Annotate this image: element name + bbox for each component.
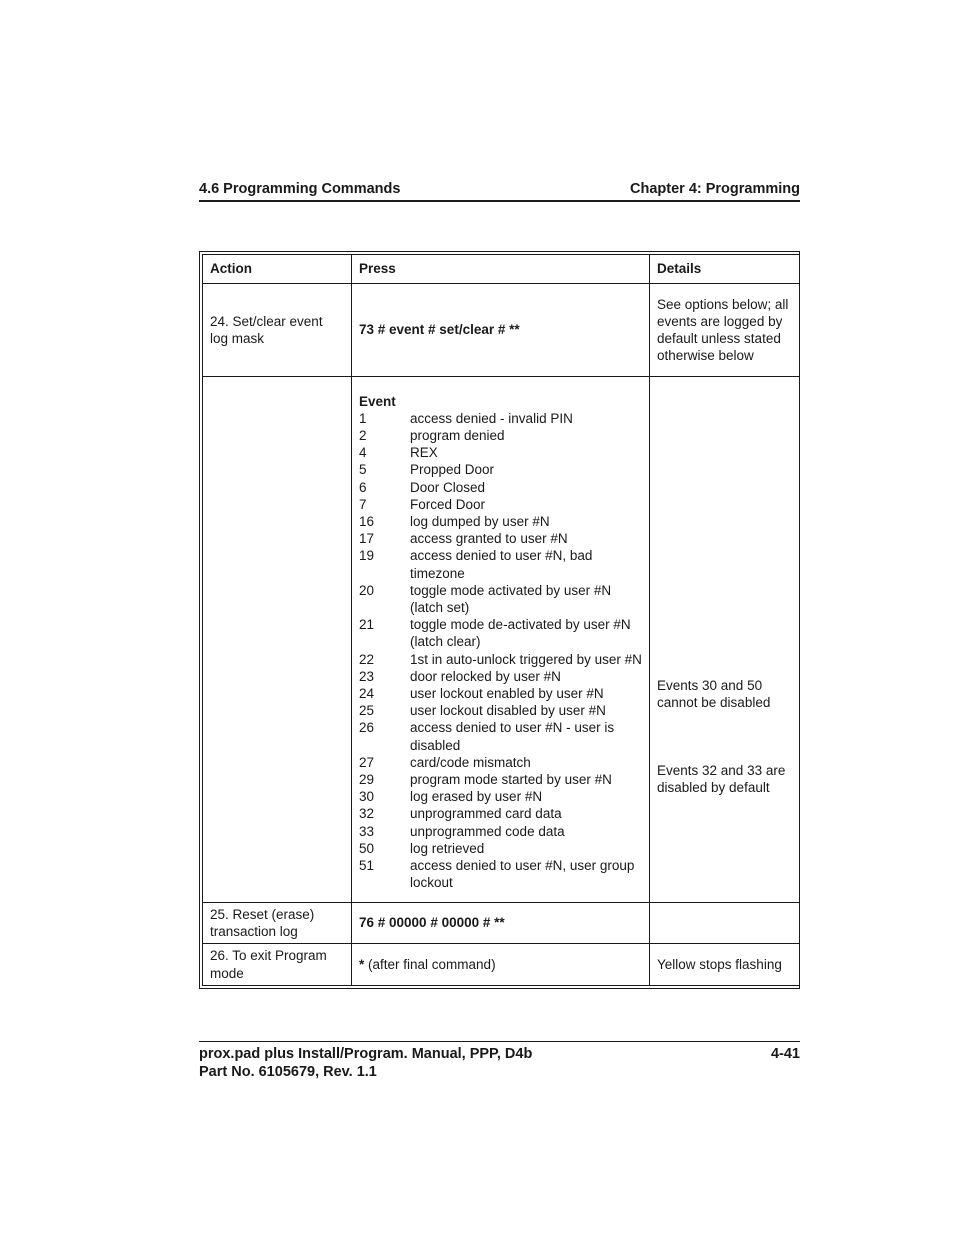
event-item (359, 410, 642, 427)
event-description: program denied (410, 427, 505, 443)
event-number: 23 (359, 668, 375, 684)
section-title: 4.6 Programming Commands (199, 181, 401, 197)
row26-press (352, 944, 650, 986)
event-item (359, 461, 642, 478)
event-description: log erased by user #N (410, 789, 543, 805)
event-item (359, 616, 642, 650)
event-number: 26 (359, 720, 375, 736)
table-row (203, 284, 800, 377)
event-description: Forced Door (410, 496, 486, 512)
event-item (359, 823, 642, 840)
events-label: Event (359, 393, 396, 409)
event-item (359, 530, 642, 547)
page-number: 4-41 (770, 1046, 800, 1062)
header-press: Press (352, 255, 650, 284)
event-note-2: Events 32 and 33 are disabled by default (657, 763, 786, 796)
event-description: log dumped by user #N (410, 513, 550, 529)
event-item (359, 496, 642, 513)
event-number: 32 (359, 806, 375, 822)
events-notes-cell (650, 377, 800, 903)
event-number: 1 (359, 410, 367, 426)
event-description: user lockout enabled by user #N (410, 686, 604, 701)
row26-action: 26. To exit Program mode (203, 944, 352, 986)
event-item (359, 754, 642, 771)
table-header-row (203, 255, 800, 284)
event-number: 4 (359, 445, 367, 461)
event-number: 25 (359, 703, 375, 719)
page-footer (199, 1041, 800, 1081)
event-number: 19 (359, 548, 375, 564)
row24-details: See options below; all events are logged by default unless stated otherwise below (650, 284, 800, 377)
event-description: 1st in auto-unlock triggered by user #N (410, 651, 642, 667)
row25-details (650, 903, 800, 944)
event-number: 2 (359, 427, 367, 443)
event-item (359, 702, 642, 719)
event-description: unprogrammed card data (410, 806, 562, 822)
page-header (199, 180, 800, 202)
event-item (359, 857, 642, 891)
event-number: 22 (359, 651, 375, 667)
event-description: Door Closed (410, 479, 486, 495)
event-description: access denied to user #N, user group lockout (410, 858, 635, 891)
event-description: unprogrammed code data (410, 823, 565, 839)
event-number: 7 (359, 496, 367, 512)
table-row (203, 944, 800, 986)
event-description: access denied to user #N - user is disabled (410, 720, 615, 753)
event-number: 17 (359, 531, 375, 547)
event-number: 33 (359, 823, 375, 839)
event-description: user lockout disabled by user #N (410, 703, 606, 719)
event-number: 6 (359, 479, 367, 495)
event-item (359, 547, 642, 581)
event-number: 5 (359, 462, 367, 478)
event-description: Propped Door (410, 462, 495, 478)
commands-table (202, 254, 800, 986)
row24-press: 73 # event # set/clear # ** (352, 284, 650, 377)
row25-action: 25. Reset (erase) transaction log (203, 903, 352, 944)
table-row (203, 903, 800, 944)
event-number: 30 (359, 789, 375, 805)
event-item (359, 582, 642, 616)
event-description: toggle mode activated by user #N (latch set) (410, 582, 612, 615)
event-description: access granted to user #N (410, 531, 568, 547)
asterisk-symbol: * (359, 956, 365, 972)
event-item (359, 840, 642, 857)
event-item (359, 444, 642, 461)
event-number: 51 (359, 858, 375, 874)
event-number: 16 (359, 513, 375, 529)
events-list (359, 410, 642, 892)
event-item (359, 719, 642, 753)
part-number: Part No. 6105679, Rev. 1.1 (199, 1064, 377, 1080)
event-item (359, 771, 642, 788)
header-details: Details (650, 255, 800, 284)
event-number: 20 (359, 582, 375, 598)
event-item (359, 805, 642, 822)
event-item (359, 668, 642, 685)
event-description: REX (410, 445, 438, 461)
event-item (359, 427, 642, 444)
event-number: 27 (359, 754, 375, 770)
event-item (359, 685, 642, 702)
row24-action: 24. Set/clear event log mask (203, 284, 352, 377)
manual-title: prox.pad plus Install/Program. Manual, PPP, D4b (199, 1046, 533, 1062)
event-item (359, 479, 642, 496)
event-description: card/code mismatch (410, 754, 531, 770)
event-number: 50 (359, 840, 375, 856)
event-item (359, 651, 642, 668)
event-description: access denied - invalid PIN (410, 410, 573, 426)
chapter-title: Chapter 4: Programming (630, 181, 800, 197)
event-number: 29 (359, 772, 375, 788)
row26-details: Yellow stops flashing (650, 944, 800, 986)
commands-table-frame (199, 251, 800, 989)
row25-press: 76 # 00000 # 00000 # ** (352, 903, 650, 944)
row26-press-text: (after final command) (364, 956, 496, 972)
events-action-cell (203, 377, 352, 903)
event-description: toggle mode de-activated by user #N (latch clear) (410, 617, 631, 650)
event-description: program mode started by user #N (410, 772, 612, 788)
events-list-cell (352, 377, 650, 903)
header-action: Action (203, 255, 352, 284)
event-description: log retrieved (410, 840, 485, 856)
event-item (359, 788, 642, 805)
table-row-events (203, 377, 800, 903)
event-number: 21 (359, 617, 375, 633)
event-item (359, 513, 642, 530)
event-description: access denied to user #N, bad timezone (410, 548, 593, 581)
event-description: door relocked by user #N (410, 668, 561, 684)
event-number: 24 (359, 686, 375, 701)
event-note-1: Events 30 and 50 cannot be disabled (657, 677, 771, 710)
